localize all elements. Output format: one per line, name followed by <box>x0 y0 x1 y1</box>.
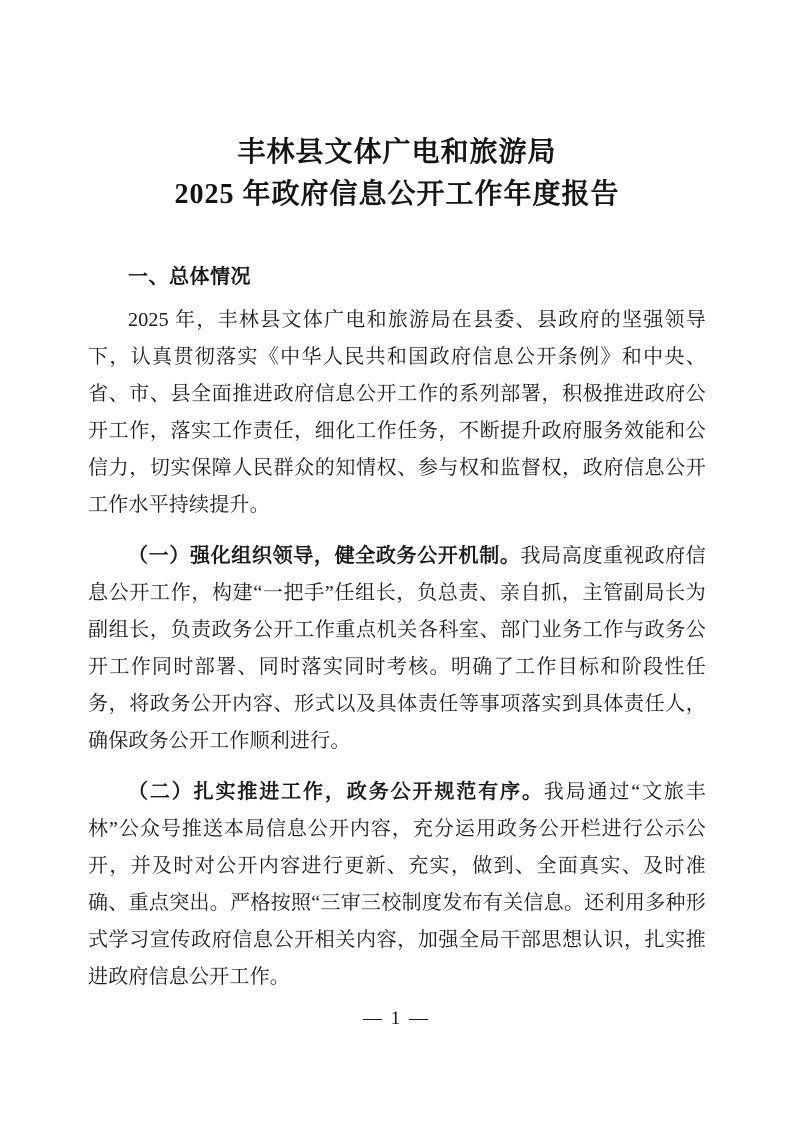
title-line-1: 丰林县文体广电和旅游局 <box>237 137 557 168</box>
paragraph-implementation <box>88 774 706 996</box>
page-title <box>88 132 706 216</box>
paragraph-organization-lead: （一）强化组织领导，健全政务公开机制。 <box>128 545 521 567</box>
document-content <box>88 0 706 996</box>
title-line-2: 2025 年政府信息公开工作年度报告 <box>174 179 620 210</box>
page-number: — 1 — <box>363 1008 430 1029</box>
paragraph-overview: 2025 年，丰林县文体广电和旅游局在县委、县政府的坚强领导下，认真贯彻落实《中华人民共和国政府信息公开条例》和中央、省、市、县全面推进政府信息公开工作的系列部署，积极推进政府公开工作，落实工作责任，细化工作任务，不断提升政府服务效能和公信力，切实保障人民群众的知情权、参与权和监督权，政府信息公开工作水平持续提升。 <box>88 309 706 516</box>
paragraph-implementation-lead: （二）扎实推进工作，政务公开规范有序。 <box>128 781 544 803</box>
section-heading-overall: 一、总体情况 <box>128 266 251 288</box>
paragraph-organization <box>88 538 706 760</box>
paragraph-implementation-text: 我局通过“文旅丰林”公众号推送本局信息公开内容，充分运用政务公开栏进行公示公开，并及时对公开内容进行更新、充实，做到、全面真实、及时准确、重点突出。严格按照“三审三校制度发布有关信息。还利用多种形式学习宣传政府信息公开相关内容，加强全局干部思想认识，扎实推进政府信息公开工作。 <box>88 781 706 988</box>
paragraph-organization-text: 我局高度重视政府信息公开工作，构建“一把手”任组长，负总责、亲自抓，主管副局长为副组长，负责政务公开工作重点机关各科室、部门业务工作与政务公开工作同时部署、同时落实同时考核。明确了工作目标和阶段性任务，将政务公开内容、形式以及具体责任等事项落实到具体责任人，确保政务公开工作顺利进行。 <box>88 545 706 752</box>
